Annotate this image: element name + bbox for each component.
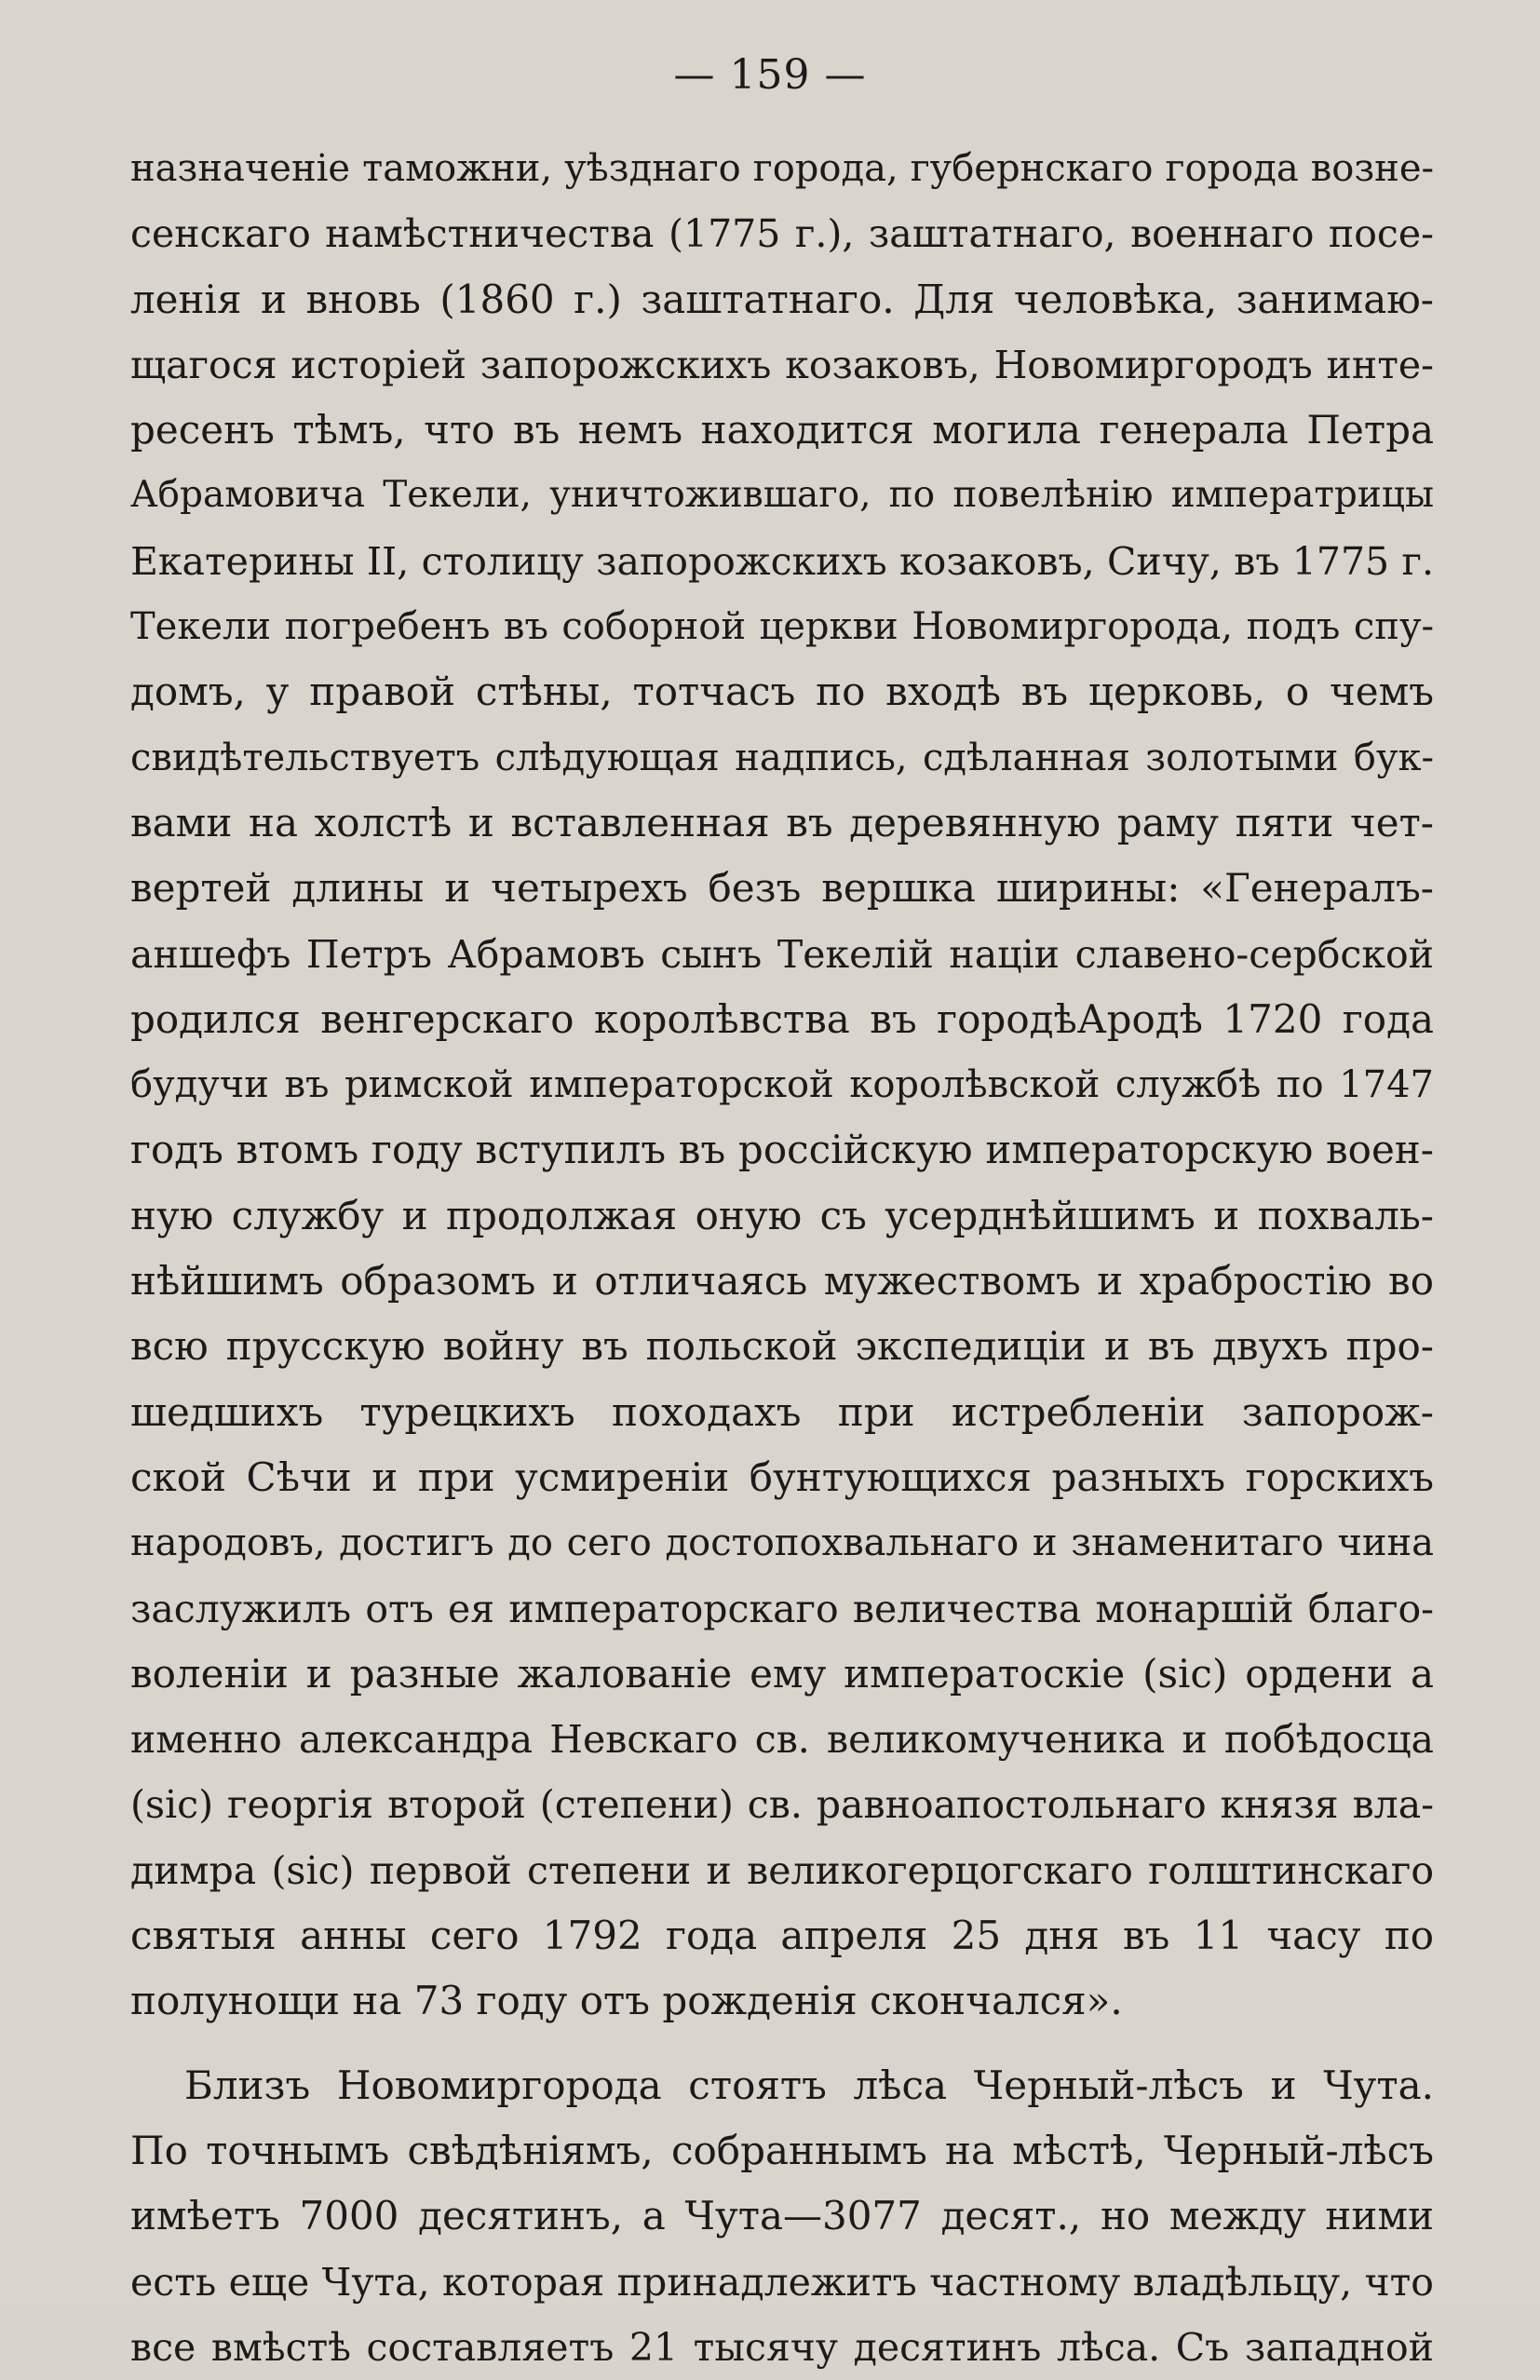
text-line: домъ, у правой стѣны, тотчасъ по входѣ въ церковь, о чемъ (130, 669, 1434, 715)
page-number: — 159 — (673, 51, 867, 99)
text-line: воленіи и разные жалованіе ему императоскіе (sic) ордени а (130, 1650, 1434, 1697)
text-line: Текели погребенъ въ соборной церкви Новомиргорода, подъ спу- (130, 605, 1434, 649)
text-line: шедшихъ турецкихъ походахъ при истребленіи запорож- (130, 1388, 1434, 1435)
text-line: заслужилъ отъ ея императорскаго величества монаршій благо- (130, 1586, 1434, 1631)
paragraph-2 (130, 2053, 1434, 2380)
text-line: родился венгерскаго королѣвства въ городѣАродѣ 1720 года (130, 995, 1434, 1042)
text-line: свидѣтельствуетъ слѣдующая надпись, сдѣланная золотыми бук- (130, 736, 1434, 779)
text-line: По точнымъ свѣдѣніямъ, собраннымъ на мѣстѣ, Черный-лѣсъ (130, 2127, 1434, 2173)
text-line: полунощи на 73 году отъ рожденія скончался». (130, 1978, 1123, 2024)
page-body (130, 136, 1434, 2380)
text-line: нѣйшимъ образомъ и отличаясь мужествомъ и храбростію во (130, 1258, 1434, 1305)
text-line: именно александра Невскаго св. великомученика и побѣдосца (130, 1717, 1434, 1763)
text-line: будучи въ римской императорской королѣвской службѣ по 1747 (130, 1063, 1434, 1107)
text-line: имѣетъ 7000 десятинъ, а Чута—3077 десят., но между ними (130, 2193, 1434, 2239)
text-line: (sic) георгія второй (степени) св. равноапостольнаго князя вла- (130, 1782, 1434, 1828)
text-line: вертей длины и четырехъ безъ вершка ширины: «Генералъ- (130, 865, 1434, 912)
text-line: все вмѣстѣ составляетъ 21 тысячу десятинъ лѣса. Съ западной (130, 2324, 1434, 2370)
text-line: димра (sic) первой степени и великогерцогскаго голштинскаго (130, 1847, 1434, 1893)
text-line: есть еще Чута, которая принадлежитъ частному владѣльцу, что (130, 2259, 1434, 2305)
text-line: ресенъ тѣмъ, что въ немъ находится могила генерала Петра (130, 407, 1434, 453)
text-line: Близъ Новомиргорода стоятъ лѣса Черный-лѣсъ и Чута. (184, 2062, 1434, 2108)
text-line: назначеніе таможни, уѣзднаго города, губернскаго города возне- (130, 147, 1434, 190)
text-line: ской Сѣчи и при усмиреніи бунтующихся разныхъ горскихъ (130, 1454, 1434, 1500)
text-line: Абрамовича Текели, уничтожившаго, по повелѣнію императрицы (130, 474, 1434, 517)
paragraph-1 (130, 136, 1434, 2035)
text-line: годъ втомъ году вступилъ въ россійскую императорскую воен- (130, 1127, 1434, 1173)
text-line: аншефъ Петръ Абрамовъ сынъ Текелій націи славено-сербской (130, 931, 1434, 977)
paragraph-gap (130, 2035, 1434, 2053)
text-line: сенскаго намѣстничества (1775 г.), заштатнаго, военнаго посе- (130, 211, 1434, 257)
text-line: щагося исторіей запорожскихъ козаковъ, Новомиргородъ инте- (130, 342, 1434, 387)
text-line: ную службу и продолжая оную съ усерднѣйшимъ и похваль- (130, 1192, 1434, 1238)
text-line: Екатерины II, столицу запорожскихъ козаковъ, Сичу, въ 1775 г. (130, 538, 1434, 584)
text-line: ленія и вновь (1860 г.) заштатнаго. Для человѣка, занимаю- (130, 276, 1434, 322)
text-line: всю прусскую войну въ польской экспедиціи и въ двухъ про- (130, 1323, 1434, 1370)
text-line: вами на холстѣ и вставленная въ деревянную раму пяти чет- (130, 799, 1434, 845)
text-line: народовъ, достигъ до сего достопохвальнаго и знаменитаго чина (130, 1521, 1434, 1565)
text-line: святыя анны сего 1792 года апреля 25 дня въ 11 часу по (130, 1913, 1434, 1959)
